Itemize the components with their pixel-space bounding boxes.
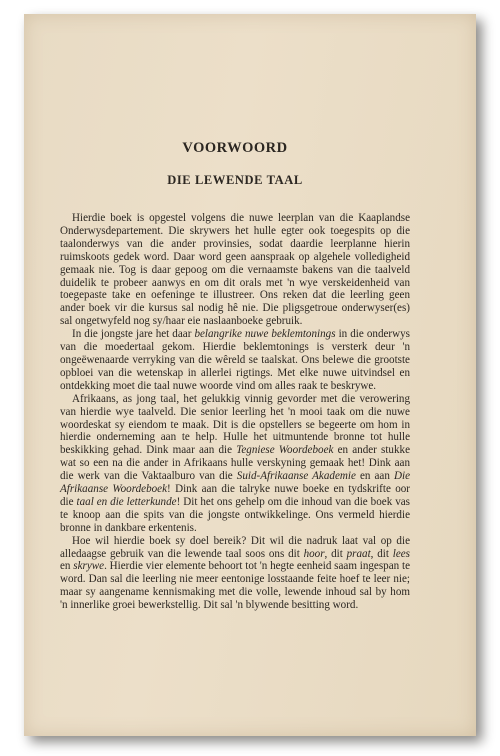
italic-text: lees	[392, 547, 410, 560]
paragraph-text: , dit	[370, 547, 393, 560]
paragraph	[60, 393, 410, 535]
page-title: VOORWOORD	[182, 140, 288, 156]
paragraph-text: . Hierdie vier elemente behoort tot 'n hegte eenheid saam ingespan te word. Dan sal die leerling nie meer eentonige losstaande feite hoef te leer nie; maar sy aangename kennismaking met die volle, lewende inhoud sal by hom 'n innerlike groei bewerkstellig. Dit sal 'n blywende besitting word.	[60, 560, 410, 612]
paragraph-text: Afrikaans, as jong taal, het gelukkig vinnig gevorder met die verowering van hierdie wye taalveld. Die senior leerling het 'n mooi taak om die nuwe woordeskat sy eiendom te maak. Dit is die opstellers se begeerte om hom in hierdie onderneming aan te help. Hulle het uitmuntende bronne tot hulle beskikking gehad. Dink maar aan die	[60, 392, 410, 457]
paragraph-text: , dit	[324, 547, 347, 560]
paragraph-text: Hoe wil hierdie boek sy doel bereik? Dit wil die nadruk laat val op die alledaagse gebruik van die lewende taal soos ons dit	[60, 534, 410, 560]
italic-text: praat	[346, 547, 371, 560]
paragraph	[60, 328, 410, 393]
italic-text: taal en die letterkunde	[76, 495, 177, 508]
italic-text: hoor	[303, 547, 325, 560]
paragraph	[60, 212, 410, 328]
paragraph-text: Hierdie boek is opgestel volgens die nuwe leerplan van die Kaaplandse Onderwysdepartement. Die skrywers het hulle egter ook toegespits op die taalonderwys van die ander provinsies, sodat daardie leerplanne hierin ruimskoots gedek word. Daar word geen aanspraak op algehele volledigheid gemaak nie. Tog is daar gepoog om die vernaamste bakens van die taalveld duidelik te probeer aanwys en om dit orals met 'n wye verskeidenheid van toegepaste take en oefeninge te illustreer. Ons reken dat die leerling geen ander boek vir die kursus sal nodig hê nie. Die pligsgetroue onderwyser(es) sal ongetwyfeld nog sy/haar eie naslaanboeke gebruik.	[60, 212, 410, 328]
paragraph	[60, 535, 410, 612]
italic-text: Die Afrikaanse Woordeboek	[60, 470, 411, 496]
paragraph-text: en	[60, 560, 74, 573]
paragraph-text: en ander stukke wat so een na die ander in Afrikaans hulle verskyning gemaak het! Dink aan die werk van die Vaktaalburo van die	[60, 444, 410, 483]
section-subtitle: DIE LEWENDE TAAL	[167, 173, 303, 187]
paragraph-text: In die jongste jare het daar	[72, 328, 195, 341]
italic-text: belangrike nuwe beklemtonings	[194, 328, 336, 341]
paragraph-text: in die onderwys van die moedertaal gekom. Hierdie beklemtonings is versterk deur 'n ongeëwenaarde verryking van die wêreld se taalskat. Ons belewe die grootste opbloei van die wetenskap in allerlei rigtings. Met elke nuwe uitvindsel en ontdekking moet die taal nuwe woorde vind om alles raak te beskrywe.	[60, 328, 411, 392]
italic-text: Suid-Afrikaanse Akademie	[236, 470, 356, 483]
paragraph-text: ! Dink aan die talryke nuwe boeke en tydskrifte oor die	[60, 483, 410, 508]
italic-text: skrywe	[73, 560, 105, 573]
paragraph-text: ! Dit het ons gehelp om die inhoud van die boek vas te knoop aan die spits van die jongste ontwikkelinge. Ons vermeld hierdie bronne in dankbare erkentenis.	[60, 495, 410, 534]
body-text	[60, 212, 410, 612]
italic-text: Tegniese Woordeboek	[236, 444, 334, 457]
page-content	[60, 140, 410, 612]
paragraph-text: en aan	[355, 470, 394, 483]
